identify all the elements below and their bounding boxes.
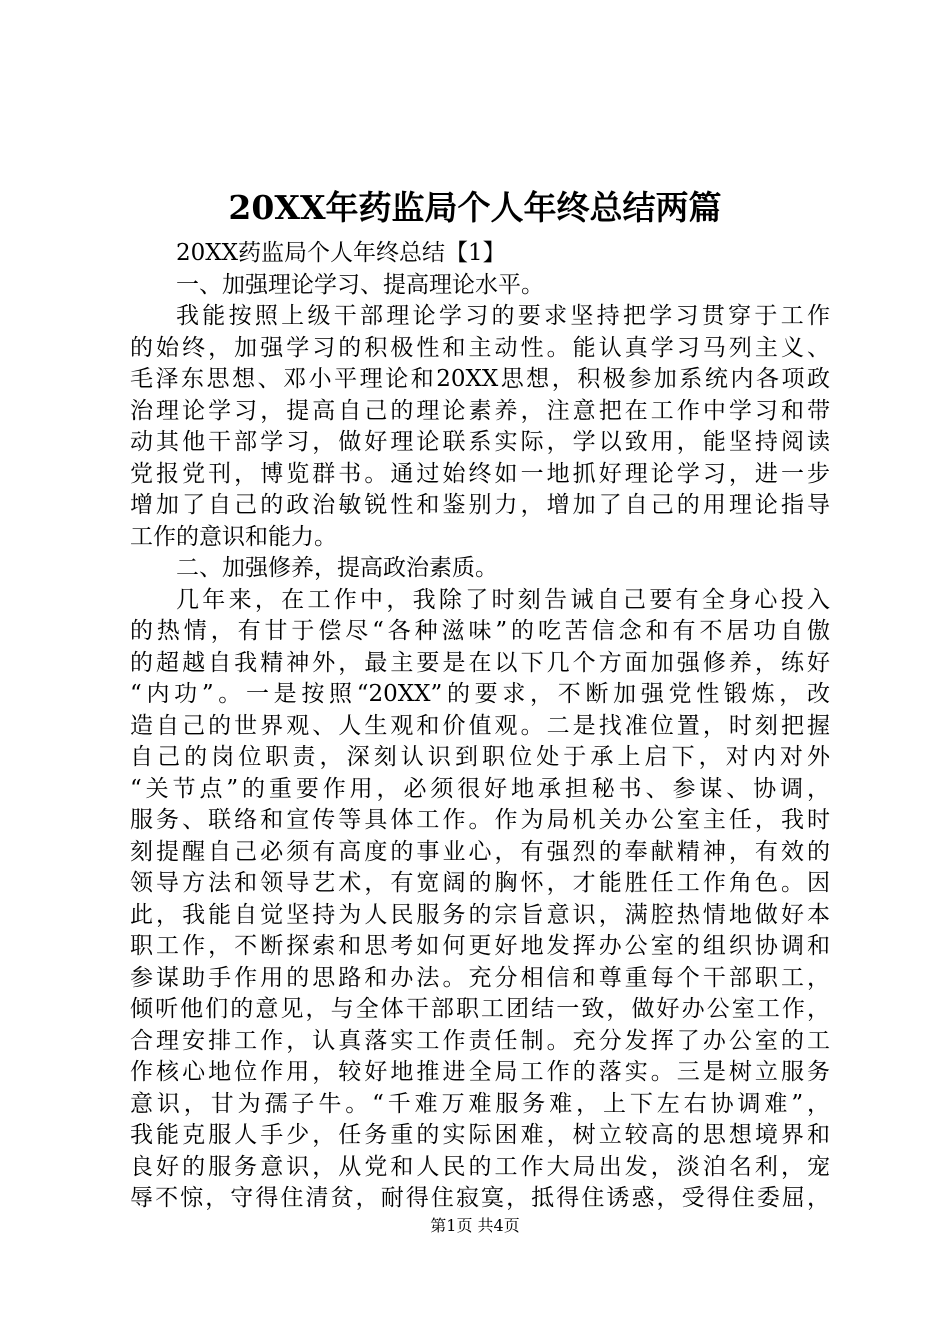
text-line: 参谋助手作用的思路和办法。充分相信和尊重每个干部职工， [130,964,830,991]
text-line: 作核心地位作用，较好地推进全局工作的落实。三是树立服务 [130,1059,830,1085]
text-line: 职工作，不断探索和思考如何更好地发挥办公室的组织协调和 [130,933,830,959]
text-line: 党报党刊，博览群书。通过始终如一地抓好理论学习，进一步 [130,460,830,487]
text-line: 此，我能自觉坚持为人民服务的宗旨意识，满腔热情地做好本 [130,901,830,928]
text-line: 意识，甘为孺子牛。“千难万难服务难，上下左右协调难”， [130,1090,830,1117]
text-line: 的热情，有甘于偿尽“各种滋味”的吃苦信念和有不居功自傲 [130,618,830,644]
text-line: “内功”。一是按照“20XX”的要求，不断加强党性锻炼，改 [130,681,830,707]
document-body [130,238,830,1215]
document-title: 20XX年药监局个人年终总结两篇 [228,188,722,227]
text-line: 治理论学习，提高自己的理论素养，注意把在工作中学习和带 [130,397,830,424]
text-line: 良好的服务意识，从党和人民的工作大局出发，淡泊名利，宠 [130,1153,830,1180]
text-line: 工作的意识和能力。 [130,523,337,550]
text-line: 合理安排工作，认真落实工作责任制。充分发挥了办公室的工 [130,1027,830,1054]
text-line: 一、加强理论学习、提高理论水平。 [176,271,544,298]
text-line: 20XX药监局个人年终总结【1】 [176,240,506,266]
text-line: 的始终，加强学习的积极性和主动性。能认真学习马列主义、 [130,334,830,361]
text-line: “关节点”的重要作用，必须很好地承担秘书、参谋、协调， [130,775,830,802]
text-line: 几年来，在工作中，我除了时刻告诫自己要有全身心投入 [176,586,830,613]
text-line: 辱不惊，守得住清贫，耐得住寂寞，抵得住诱惑，受得住委屈， [130,1185,830,1211]
text-line: 二、加强修养，提高政治素质。 [176,555,498,581]
text-line: 的超越自我精神外，最主要是在以下几个方面加强修养，练好 [130,649,830,676]
text-line: 自己的岗位职责，深刻认识到职位处于承上启下，对内对外 [130,744,830,770]
text-line: 增加了自己的政治敏锐性和鉴别力，增加了自己的用理论指导 [130,492,830,518]
text-line: 我能克服人手少，任务重的实际困难，树立较高的思想境界和 [130,1122,830,1148]
text-line: 我能按照上级干部理论学习的要求坚持把学习贯穿于工作 [176,303,830,329]
text-line: 动其他干部学习，做好理论联系实际，学以致用，能坚持阅读 [130,429,830,455]
text-line: 领导方法和领导艺术，有宽阔的胸怀，才能胜任工作角色。因 [130,870,830,896]
text-line: 倾听他们的意见，与全体干部职工团结一致，做好办公室工作， [130,996,830,1022]
text-line: 服务、联络和宣传等具体工作。作为局机关办公室主任，我时 [130,807,830,833]
page-footer: 第1页 共4页 [430,1216,520,1235]
text-line: 刻提醒自己必须有高度的事业心，有强烈的奉献精神，有效的 [130,838,830,865]
text-line: 造自己的世界观、人生观和价值观。二是找准位置，时刻把握 [130,712,830,739]
text-line: 毛泽东思想、邓小平理论和20XX思想，积极参加系统内各项政 [130,366,830,392]
